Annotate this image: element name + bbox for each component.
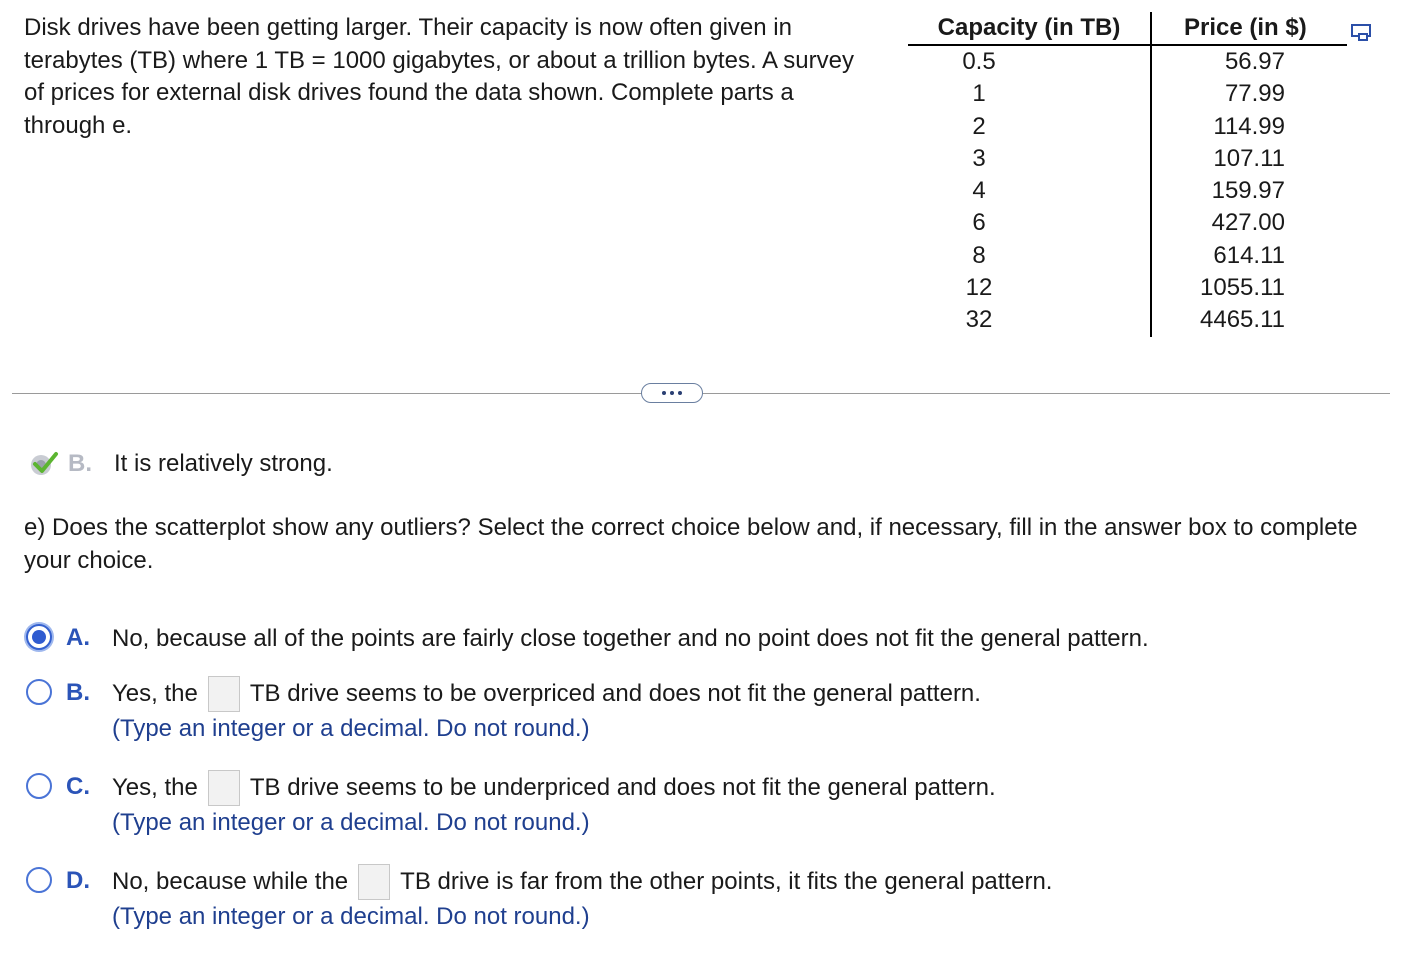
choice-d-radio[interactable] <box>26 867 52 893</box>
table-row <box>908 111 1347 143</box>
choice-a-letter: A. <box>66 624 90 651</box>
price-cell: 1055.11 <box>1200 274 1285 302</box>
previous-answer-letter: B. <box>68 450 92 477</box>
choice-d-text-before: No, because while the <box>112 868 349 895</box>
capacity-cell: 12 <box>908 272 1151 304</box>
choice-c-text-after: TB drive seems to be underpriced and does not fit the general pattern. <box>249 774 996 801</box>
table-row <box>908 45 1347 78</box>
price-cell: 56.97 <box>1224 48 1285 75</box>
choice-d-letter: D. <box>66 867 90 894</box>
choice-c-hint: (Type an integer or a decimal. Do not round.) <box>112 809 590 836</box>
capacity-cell: 3 <box>908 143 1151 175</box>
data-table <box>908 12 1347 337</box>
price-cell: 427.00 <box>1211 209 1285 237</box>
choice-b-letter: B. <box>66 679 90 706</box>
choice-a-text: No, because all of the points are fairly close together and no point does not fit the general pattern. <box>112 625 1149 652</box>
table-row <box>908 78 1347 110</box>
table-row <box>908 272 1347 304</box>
capacity-cell: 1 <box>908 78 1151 110</box>
dot-icon <box>662 391 666 395</box>
price-cell: 114.99 <box>1213 112 1285 140</box>
question-text: e) Does the scatterplot show any outliers? Select the correct choice below and, if necessary, fill in the answer box to complete your choice. <box>24 514 1358 574</box>
capacity-cell: 0.5 <box>908 45 1151 78</box>
dot-icon <box>678 391 682 395</box>
capacity-cell: 8 <box>908 240 1151 272</box>
capacity-header: Capacity (in TB) <box>908 12 1151 45</box>
capacity-cell: 6 <box>908 207 1151 239</box>
price-cell: 4465.11 <box>1200 306 1285 334</box>
choice-c[interactable] <box>26 769 1326 849</box>
copy-icon[interactable] <box>1350 22 1374 42</box>
capacity-cell: 2 <box>908 111 1151 143</box>
table-row <box>908 175 1347 207</box>
table-header-row <box>908 12 1347 45</box>
choice-b[interactable] <box>26 675 1326 755</box>
capacity-cell: 4 <box>908 175 1151 207</box>
price-cell: 614.11 <box>1213 241 1285 269</box>
choice-a-radio[interactable] <box>26 624 52 650</box>
choice-b-answer-box[interactable] <box>208 676 240 712</box>
previous-answer <box>26 446 333 482</box>
choice-d[interactable] <box>26 863 1326 943</box>
choice-b-radio[interactable] <box>26 679 52 705</box>
choice-d-answer-box[interactable] <box>358 864 390 900</box>
choice-d-text-after: TB drive is far from the other points, it fits the general pattern. <box>400 868 1053 895</box>
problem-intro: Disk drives have been getting larger. Their capacity is now often given in terabytes (TB) where 1 TB = 1000 gigabytes, or about a trillion bytes. A survey of prices for external disk drives found the data shown. Complete parts a through e. <box>24 14 854 139</box>
dot-icon <box>670 391 674 395</box>
choice-c-radio[interactable] <box>26 773 52 799</box>
table-row <box>908 240 1347 272</box>
previous-answer-text: It is relatively strong. <box>114 450 333 477</box>
table-row <box>908 207 1347 239</box>
table-row <box>908 143 1347 175</box>
choice-d-hint: (Type an integer or a decimal. Do not round.) <box>112 903 590 930</box>
choice-b-hint: (Type an integer or a decimal. Do not round.) <box>112 715 590 742</box>
table-row <box>908 304 1347 336</box>
price-header: Price (in $) <box>1151 12 1347 45</box>
price-cell: 77.99 <box>1224 80 1285 108</box>
choice-b-text-after: TB drive seems to be overpriced and does not fit the general pattern. <box>249 680 981 707</box>
choice-c-answer-box[interactable] <box>208 770 240 806</box>
choice-b-text-before: Yes, the <box>112 680 198 707</box>
choice-c-text-before: Yes, the <box>112 774 198 801</box>
price-cell: 107.11 <box>1213 144 1285 172</box>
show-more-button[interactable] <box>641 383 703 403</box>
choice-c-letter: C. <box>66 773 90 800</box>
correct-check-icon <box>26 449 64 479</box>
capacity-cell: 32 <box>908 304 1151 336</box>
choice-a[interactable] <box>26 620 1326 660</box>
price-cell: 159.97 <box>1211 177 1285 205</box>
